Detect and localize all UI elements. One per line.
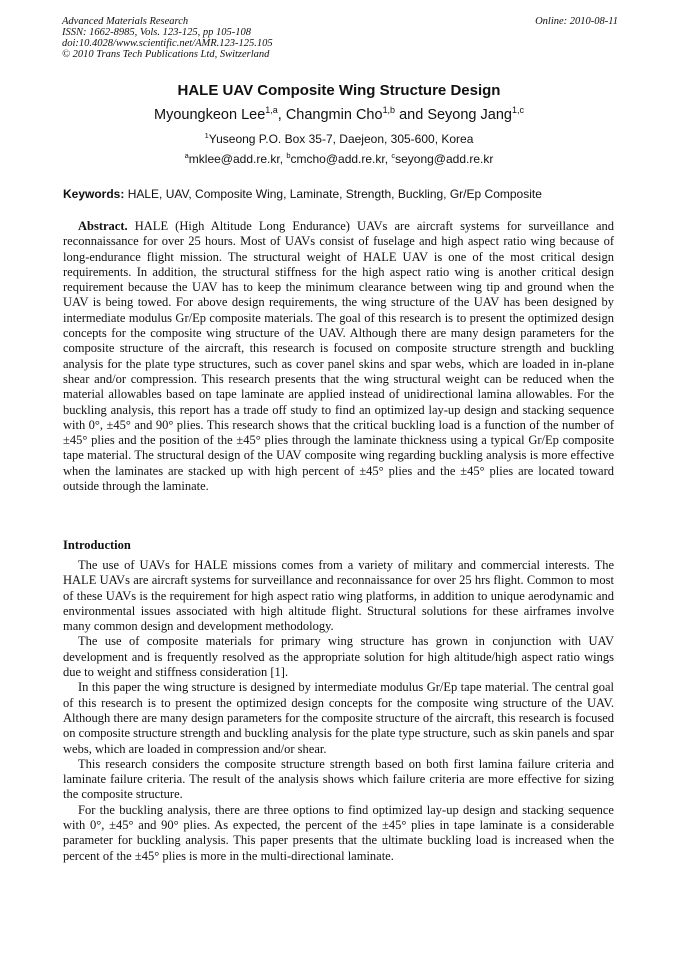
intro-paragraph: In this paper the wing structure is designed by intermediate modulus Gr/Ep tape material. The central goal of this research is to present the optimized design concepts for the composite wing structure of the UAV. Although there are many design parameters for the composite structure of the aircraft, this research is focused on composite structure strength and buckling analysis for the plate type structure, such as skin panels and spar webs, which are loaded in compression and/or shear. xyxy=(63,680,614,756)
author-list xyxy=(0,105,678,125)
issn-line: ISSN: 1662-8985, Vols. 123-125, pp 105-108 xyxy=(62,27,251,38)
affiliation-text: Yuseong P.O. Box 35-7, Daejeon, 305-600, Korea xyxy=(208,132,474,146)
author-separator: and xyxy=(395,107,428,123)
abstract xyxy=(63,219,614,494)
author-sup: 1,a xyxy=(265,105,278,116)
author-sup: 1,b xyxy=(382,105,396,116)
abstract-label: Abstract. xyxy=(78,219,128,233)
journal-name: Advanced Materials Research xyxy=(62,16,189,27)
author-sup: 1,c xyxy=(511,105,524,116)
abstract-paragraph xyxy=(63,219,614,494)
paper-title: HALE UAV Composite Wing Structure Design xyxy=(177,82,501,99)
keywords xyxy=(63,186,619,202)
email-separator: , xyxy=(384,152,392,166)
author-name: Myoungkeon Lee xyxy=(154,107,266,123)
online-date: Online: 2010-08-11 xyxy=(535,16,618,27)
author-separator: , xyxy=(277,107,286,123)
author-name: Changmin Cho xyxy=(285,107,383,123)
email-sup: c xyxy=(391,151,396,160)
email-sup: a xyxy=(184,151,189,160)
affiliation xyxy=(0,131,678,147)
introduction-body xyxy=(63,558,614,864)
email-address: mklee@add.re.kr xyxy=(188,152,280,166)
email-list xyxy=(0,151,678,167)
intro-paragraph: For the buckling analysis, there are three options to find optimized lay-up design and stacking sequence with 0°, ±45° and 90° plies. As expected, the percent of the ±45° plies in tape laminate is a considerable parameter for buckling analysis. This paper presents that the ultimate buckling load is increased when the percent of the ±45° plies is more in the multi-directional laminate. xyxy=(63,802,614,863)
email-sup: b xyxy=(286,151,291,160)
section-heading-introduction: Introduction xyxy=(63,538,131,552)
author-name: Seyong Jang xyxy=(427,107,512,123)
intro-paragraph: The use of composite materials for primary wing structure has grown in conjunction with UAV development and is frequently resolved as the appropriate solution for high altitude/high aspect ratio wings due to weight and stiffness consideration [1]. xyxy=(63,634,614,680)
keywords-text: HALE, UAV, Composite Wing, Laminate, Strength, Buckling, Gr/Ep Composite xyxy=(124,187,542,201)
copyright-line: © 2010 Trans Tech Publications Ltd, Switzerland xyxy=(62,49,270,60)
intro-paragraph: This research considers the composite structure strength based on both first lamina failure criteria and laminate failure criteria. The result of the analysis shows which failure criteria are more effective for sizing the composite structure. xyxy=(63,756,614,802)
keywords-label: Keywords: xyxy=(63,187,125,201)
email-separator: , xyxy=(279,152,287,166)
page-header xyxy=(62,16,618,60)
affiliation-sup: 1 xyxy=(204,131,209,140)
email-address: seyong@add.re.kr xyxy=(395,152,494,166)
doi-line: doi:10.4028/www.scientific.net/AMR.123-125.105 xyxy=(62,38,273,49)
email-address: cmcho@add.re.kr xyxy=(290,152,385,166)
abstract-text: HALE (High Altitude Long Endurance) UAVs are aircraft systems for surveillance and reconnaissance for over 25 hours. Most of UAVs consist of fuselage and high aspect ratio wing because of long-endurance flight mission. The structural weight of HALE UAV is one of the most critical design requirements. In addition, the structural stiffness for the high aspect ratio wing is another critical design requirement because the UAV has to keep the minimum clearance between wing tip and ground when the UAV is being towed. For above design requirements, the wing structure of the UAV has been designed by intermediate modulus Gr/Ep composite materials. The goal of this research is to present the optimized design concepts for the composite wing structure of the UAV. Although there are many design parameters for the composite structure of the aircraft, this research is focused on composite structure strength and buckling analysis for the plate type structures, such as cover panel skins and spar webs, which are loaded in in-plane shear and/or compression. This research presents that the wing structural weight can be reduced when the material allowables based on tape laminate are applied instead of unidirectional lamina allowables. For the buckling analysis, this report has a trade off study to find an optimized lay-up design and stacking sequence with 0°, ±45° and 90° plies. This research shows that the critical buckling load is a function of the number of ±45° plies and the position of the ±45° plies through the laminate thickness using a typical Gr/Ep composite tape material. The structural design of the UAV composite wing regarding buckling analysis is more effective when the laminates are stacked up with high percent of ±45° plies and the ±45° plies are located toward outside through the laminate. xyxy=(63,219,614,494)
intro-paragraph: The use of UAVs for HALE missions comes from a variety of military and commercial interests. The HALE UAVs are aircraft systems for surveillance and reconnaissance for over 25 hrs flight. Common to most of these UAVs is the requirement for high aspect ratio wing platforms, in addition to unique aerodynamic and environmental issues associated with high altitude flight. Structural solutions for these airframes involve many common design and development methodology. xyxy=(63,558,614,634)
